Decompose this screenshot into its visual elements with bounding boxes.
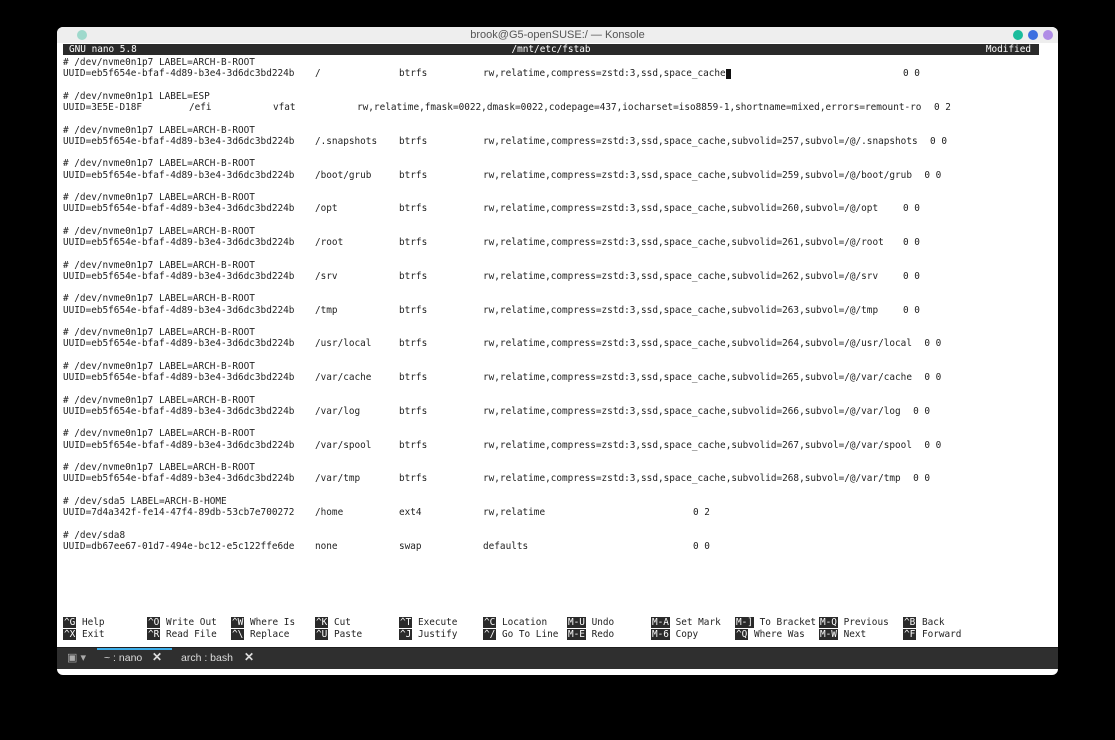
tab-arch-bash[interactable]: arch : bash: [181, 652, 233, 664]
blank-line: [63, 215, 1048, 226]
shortcut-to-bracket[interactable]: [735, 617, 816, 628]
fstab-comment-line: # /dev/nvme0n1p1 LABEL=ESP: [63, 90, 210, 102]
fstab-comment-line: # /dev/nvme0n1p7 LABEL=ARCH-B-ROOT: [63, 462, 255, 473]
fstab-dump-pass: 0 0: [924, 169, 942, 181]
fstab-entry-line: [63, 68, 1048, 79]
fstab-options: rw,relatime,compress=zstd:3,ssd,space_cache: [483, 68, 726, 80]
shortcut-label: Where Was: [748, 628, 805, 640]
fstab-options: rw,relatime,compress=zstd:3,ssd,space_cache,subvolid=257,subvol=/@/.snapshots: [483, 135, 918, 147]
shortcut-label: Next: [837, 628, 867, 640]
maximize-button[interactable]: [1028, 30, 1038, 40]
fstab-mountpoint: /opt: [315, 203, 338, 215]
fstab-options: rw,relatime,compress=zstd:3,ssd,space_cache,subvolid=262,subvol=/@/srv: [483, 270, 879, 282]
fstab-fstype: ext4: [399, 507, 422, 518]
fstab-options: rw,relatime,compress=zstd:3,ssd,space_cache,subvolid=268,subvol=/@/var/tmp: [483, 473, 901, 485]
shortcut-where-is[interactable]: [231, 617, 295, 628]
fstab-fstype: btrfs: [399, 372, 428, 383]
blank-line: [63, 417, 1048, 428]
fstab-options: rw,relatime,compress=zstd:3,ssd,space_cache,subvolid=260,subvol=/@/opt: [483, 203, 879, 215]
fstab-dump-pass: 0 0: [903, 203, 920, 215]
fstab-entry-line: [63, 170, 1048, 181]
shortcut-key: ^/: [484, 628, 496, 640]
blank-line: [63, 282, 1048, 293]
fstab-options: rw,relatime,compress=zstd:3,ssd,space_cache,subvolid=261,subvol=/@/root: [483, 237, 884, 248]
fstab-entry-line: [63, 440, 1048, 451]
fstab-options: rw,relatime,compress=zstd:3,ssd,space_cache,subvolid=265,subvol=/@/var/cache: [483, 372, 912, 383]
fstab-uuid: UUID=eb5f654e-bfaf-4d89-b3e4-3d6dc3bd224b: [63, 304, 295, 316]
fstab-entry-line: [63, 237, 1048, 248]
nano-filename: /mnt/etc/fstab: [511, 44, 591, 55]
fstab-options: rw,relatime,compress=zstd:3,ssd,space_cache,subvolid=259,subvol=/@/boot/grub: [483, 169, 912, 181]
fstab-dump-pass: 0 0: [903, 270, 920, 282]
fstab-dump-pass: 0 2: [693, 507, 710, 518]
fstab-mountpoint: /var/tmp: [315, 473, 361, 485]
shortcut-write-out[interactable]: [147, 617, 217, 628]
fstab-entry-line: [63, 136, 1048, 147]
shortcut-label: Read File: [160, 628, 217, 640]
fstab-uuid: UUID=eb5f654e-bfaf-4d89-b3e4-3d6dc3bd224b: [63, 338, 295, 350]
shortcut-key: ^W: [232, 617, 244, 628]
fstab-fstype: btrfs: [399, 203, 428, 215]
fstab-dump-pass: 0 2: [934, 102, 951, 113]
fstab-uuid: UUID=eb5f654e-bfaf-4d89-b3e4-3d6dc3bd224b: [63, 169, 295, 181]
shortcut-label: Go To Line: [496, 628, 559, 640]
fstab-options: rw,relatime: [483, 507, 546, 518]
shortcut-replace[interactable]: [231, 629, 289, 640]
shortcut-location[interactable]: [483, 617, 547, 628]
nano-version: GNU nano 5.8: [69, 44, 137, 55]
fstab-mountpoint: /srv: [315, 270, 338, 282]
fstab-uuid: UUID=eb5f654e-bfaf-4d89-b3e4-3d6dc3bd224b: [63, 203, 295, 215]
fstab-comment-line: # /dev/nvme0n1p7 LABEL=ARCH-B-ROOT: [63, 327, 255, 338]
fstab-dump-pass: 0 0: [913, 473, 931, 485]
fstab-mountpoint: /root: [315, 237, 344, 248]
fstab-comment-line: # /dev/nvme0n1p7 LABEL=ARCH-B-ROOT: [63, 360, 255, 372]
shortcut-forward[interactable]: [903, 629, 961, 640]
fstab-options: rw,relatime,fmask=0022,dmask=0022,codepage=437,iocharset=iso8859-1,shortname=mixed,errors=remount-ro: [357, 102, 922, 113]
blank-line: [63, 113, 1048, 124]
fstab-entry-line: [63, 338, 1048, 349]
fstab-uuid: UUID=eb5f654e-bfaf-4d89-b3e4-3d6dc3bd224b: [63, 68, 295, 80]
title-bar[interactable]: [57, 27, 1058, 43]
fstab-mountpoint: /usr/local: [315, 338, 372, 350]
shortcut-key: M-U: [568, 617, 585, 628]
shortcut-label: Copy: [669, 628, 699, 640]
fstab-uuid: UUID=3E5E-D18F: [63, 102, 143, 113]
shortcut-label: Paste: [328, 628, 363, 640]
fstab-mountpoint: /var/log: [315, 405, 361, 417]
fstab-fstype: btrfs: [399, 270, 428, 282]
shortcut-label: Location: [496, 617, 548, 628]
fstab-uuid: UUID=eb5f654e-bfaf-4d89-b3e4-3d6dc3bd224b: [63, 405, 295, 417]
fstab-entry-line: [63, 507, 1048, 518]
fstab-mountpoint: /.snapshots: [315, 135, 378, 147]
shortcut-undo[interactable]: [567, 617, 614, 628]
shortcut-label: Cut: [328, 617, 351, 628]
fstab-fstype: btrfs: [399, 237, 428, 248]
shortcut-key: ^F: [904, 628, 916, 640]
shortcut-key: M-W: [820, 628, 837, 640]
fstab-comment-line: # /dev/nvme0n1p7 LABEL=ARCH-B-ROOT: [63, 124, 255, 136]
fstab-fstype: btrfs: [399, 68, 428, 80]
text-cursor: [726, 69, 731, 79]
blank-line: [63, 451, 1048, 462]
shortcut-key: ^Q: [736, 628, 748, 640]
shortcut-label: To Bracket: [753, 617, 817, 628]
fstab-mountpoint: /var/cache: [315, 372, 372, 383]
shortcut-label: Where Is: [244, 617, 296, 628]
shortcut-key: ^T: [400, 617, 412, 628]
shortcut-key: ^U: [316, 628, 328, 640]
fstab-uuid: UUID=eb5f654e-bfaf-4d89-b3e4-3d6dc3bd224b: [63, 473, 295, 485]
nano-shortcut-bar: [63, 617, 1048, 641]
shortcut-go-to-line[interactable]: [483, 629, 558, 640]
blank-line: [63, 383, 1048, 394]
shortcut-label: Redo: [585, 628, 615, 640]
fstab-fstype: btrfs: [399, 135, 428, 147]
shortcut-key: M-E: [568, 628, 585, 640]
fstab-dump-pass: 0 0: [930, 135, 947, 147]
blank-line: [63, 350, 1048, 361]
shortcut-label: Execute: [412, 617, 458, 628]
fstab-entry-line: [63, 305, 1048, 316]
shortcut-execute[interactable]: [399, 617, 457, 628]
fstab-mountpoint: /home: [315, 507, 344, 518]
fstab-mountpoint: none: [315, 540, 338, 552]
shortcut-key: ^C: [484, 617, 496, 628]
fstab-fstype: btrfs: [399, 439, 428, 451]
shortcut-key: ^R: [148, 628, 160, 640]
editor-buffer[interactable]: [63, 57, 1048, 552]
nano-modified-status: Modified: [985, 44, 1031, 55]
shortcut-label: Help: [76, 617, 105, 628]
fstab-fstype: btrfs: [399, 473, 428, 485]
shortcut-copy[interactable]: [651, 629, 698, 640]
fstab-options: rw,relatime,compress=zstd:3,ssd,space_cache,subvolid=266,subvol=/@/var/log: [483, 405, 901, 417]
close-tab-nano-icon[interactable]: ✕: [152, 650, 163, 664]
fstab-comment-line: # /dev/nvme0n1p7 LABEL=ARCH-B-ROOT: [63, 158, 255, 170]
shortcut-key: M-6: [652, 628, 669, 640]
fstab-dump-pass: 0 0: [924, 372, 942, 383]
shortcut-key: ^\: [232, 628, 244, 640]
shortcut-key: ^G: [64, 617, 76, 628]
blank-line: [63, 147, 1048, 158]
fstab-uuid: UUID=eb5f654e-bfaf-4d89-b3e4-3d6dc3bd224b: [63, 237, 295, 248]
blank-line: [63, 181, 1048, 192]
shortcut-key: ^O: [148, 617, 160, 628]
fstab-comment-line: # /dev/nvme0n1p7 LABEL=ARCH-B-ROOT: [63, 293, 255, 305]
blank-line: [63, 80, 1048, 91]
shortcut-key: M-A: [652, 617, 669, 628]
nano-title-bar: [63, 44, 1039, 55]
shortcut-previous[interactable]: [819, 617, 889, 628]
terminal-area[interactable]: [57, 43, 1058, 647]
new-tab-button[interactable]: [67, 652, 86, 665]
shortcut-exit[interactable]: [63, 629, 105, 640]
tab-nano[interactable]: ~ : nano: [104, 652, 143, 664]
shortcut-label: Write Out: [160, 617, 217, 628]
fstab-entry-line: [63, 541, 1048, 552]
shortcut-set-mark[interactable]: [651, 617, 721, 628]
fstab-uuid: UUID=eb5f654e-bfaf-4d89-b3e4-3d6dc3bd224b: [63, 372, 295, 383]
shortcut-redo[interactable]: [567, 629, 614, 640]
fstab-fstype: vfat: [273, 102, 296, 113]
shortcut-help[interactable]: [63, 617, 105, 628]
konsole-window: [57, 27, 1058, 675]
blank-line: [63, 316, 1048, 327]
fstab-uuid: UUID=db67ee67-01d7-494e-bc12-e5c122ffe6de: [63, 540, 295, 552]
shortcut-label: Replace: [244, 628, 290, 640]
fstab-fstype: btrfs: [399, 338, 428, 350]
fstab-uuid: UUID=eb5f654e-bfaf-4d89-b3e4-3d6dc3bd224b: [63, 439, 295, 451]
shortcut-key: M-]: [736, 617, 753, 628]
shortcut-key: M-Q: [820, 617, 837, 628]
shortcut-label: Undo: [585, 617, 615, 628]
shortcut-label: Justify: [412, 628, 458, 640]
fstab-dump-pass: 0 0: [913, 405, 931, 417]
fstab-fstype: btrfs: [399, 304, 428, 316]
fstab-entry-line: [63, 372, 1048, 383]
fstab-mountpoint: /efi: [189, 102, 212, 113]
fstab-options: defaults: [483, 540, 529, 552]
fstab-mountpoint: /: [315, 68, 321, 80]
shortcut-key: ^B: [904, 617, 916, 628]
shortcut-read-file[interactable]: [147, 629, 217, 640]
fstab-options: rw,relatime,compress=zstd:3,ssd,space_cache,subvolid=267,subvol=/@/var/spool: [483, 439, 912, 451]
fstab-comment-line: # /dev/sda8: [63, 529, 126, 541]
fstab-comment-line: # /dev/nvme0n1p7 LABEL=ARCH-B-ROOT: [63, 225, 255, 237]
fstab-dump-pass: 0 0: [903, 68, 920, 80]
shortcut-back[interactable]: [903, 617, 945, 628]
fstab-dump-pass: 0 0: [903, 304, 920, 316]
fstab-options: rw,relatime,compress=zstd:3,ssd,space_cache,subvolid=263,subvol=/@/tmp: [483, 304, 879, 316]
fstab-entry-line: [63, 203, 1048, 214]
blank-line: [63, 518, 1048, 529]
shortcut-key: ^X: [64, 628, 76, 640]
fstab-mountpoint: /tmp: [315, 304, 338, 316]
shortcut-justify[interactable]: [399, 629, 457, 640]
fstab-comment-line: # /dev/nvme0n1p7 LABEL=ARCH-B-ROOT: [63, 192, 255, 203]
fstab-comment-line: # /dev/nvme0n1p7 LABEL=ARCH-B-ROOT: [63, 394, 255, 406]
shortcut-where-was[interactable]: [735, 629, 805, 640]
fstab-mountpoint: /boot/grub: [315, 169, 372, 181]
fstab-fstype: btrfs: [399, 405, 428, 417]
fstab-comment-line: # /dev/nvme0n1p7 LABEL=ARCH-B-ROOT: [63, 259, 255, 271]
fstab-entry-line: [63, 271, 1048, 282]
fstab-options: rw,relatime,compress=zstd:3,ssd,space_cache,subvolid=264,subvol=/@/usr/local: [483, 338, 912, 350]
shortcut-paste[interactable]: [315, 629, 362, 640]
fstab-uuid: UUID=eb5f654e-bfaf-4d89-b3e4-3d6dc3bd224b: [63, 135, 295, 147]
fstab-entry-line: [63, 102, 1048, 113]
minimize-button[interactable]: [1013, 30, 1023, 40]
fstab-mountpoint: /var/spool: [315, 439, 372, 451]
fstab-dump-pass: 0 0: [924, 338, 942, 350]
shortcut-label: Previous: [837, 617, 889, 628]
terminal-icon: ▣ ▾: [67, 652, 86, 664]
shortcut-label: Set Mark: [669, 617, 721, 628]
fstab-comment-line: # /dev/sda5 LABEL=ARCH-B-HOME: [63, 495, 227, 507]
close-button[interactable]: [1043, 30, 1053, 40]
fstab-dump-pass: 0 0: [924, 439, 942, 451]
close-tab-arch-icon[interactable]: ✕: [244, 650, 255, 664]
window-title: brook@G5-openSUSE:/ — Konsole: [470, 29, 645, 41]
fstab-uuid: UUID=eb5f654e-bfaf-4d89-b3e4-3d6dc3bd224b: [63, 270, 295, 282]
fstab-fstype: swap: [399, 540, 422, 552]
shortcut-label: Forward: [916, 628, 962, 640]
fstab-comment-line: # /dev/nvme0n1p7 LABEL=ARCH-B-ROOT: [63, 428, 255, 440]
fstab-uuid: UUID=7d4a342f-fe14-47f4-89db-53cb7e700272: [63, 507, 295, 518]
shortcut-next[interactable]: [819, 629, 866, 640]
blank-line: [63, 485, 1048, 496]
fstab-dump-pass: 0 0: [693, 540, 710, 552]
shortcut-label: Back: [916, 617, 945, 628]
fstab-entry-line: [63, 406, 1048, 417]
shortcut-key: ^J: [400, 628, 412, 640]
fstab-entry-line: [63, 473, 1048, 484]
fstab-dump-pass: 0 0: [903, 237, 920, 248]
fstab-fstype: btrfs: [399, 169, 428, 181]
shortcut-key: ^K: [316, 617, 328, 628]
fstab-comment-line: # /dev/nvme0n1p7 LABEL=ARCH-B-ROOT: [63, 57, 255, 68]
shortcut-cut[interactable]: [315, 617, 351, 628]
shortcut-label: Exit: [76, 628, 105, 640]
tab-bar: [57, 647, 1058, 669]
blank-line: [63, 248, 1048, 259]
